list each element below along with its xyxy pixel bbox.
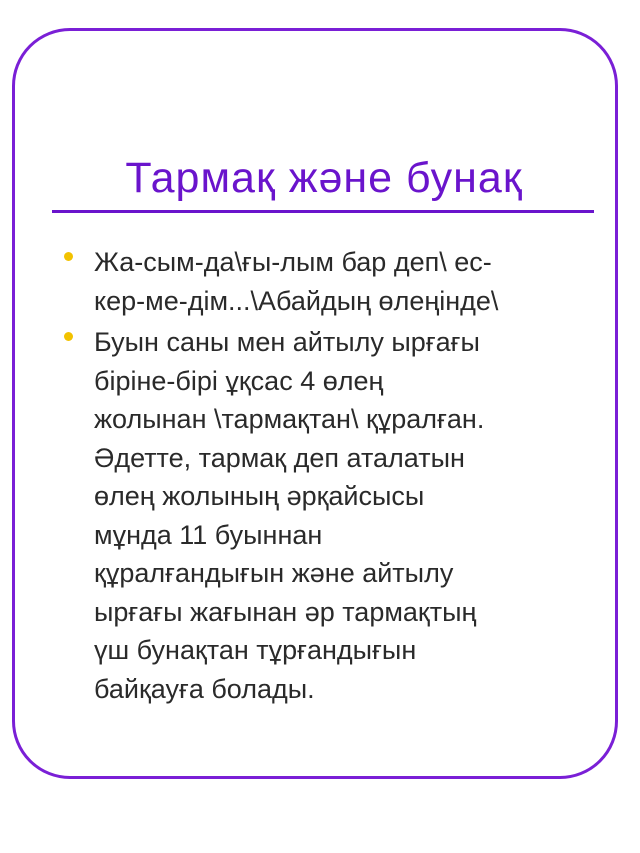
bullet-dot-icon — [64, 252, 73, 261]
bullet-line: үш бунақтан тұрғандығын — [94, 635, 417, 665]
bullet-line: біріне-бірі ұқсас 4 өлең — [94, 365, 384, 396]
bullet-line: мұнда 11 буыннан — [94, 519, 323, 550]
bullet-list — [58, 243, 578, 711]
bullet-line: Әдетте, тармақ деп аталатын — [94, 442, 465, 473]
bullet-line: жолынан \тармақтан\ құралған. — [94, 404, 485, 434]
bullet-dot-icon — [64, 332, 73, 341]
slide-title: Тармақ және бунақ — [125, 154, 523, 202]
bullet-line: ырғағы жағынан әр тармақтың — [94, 596, 477, 627]
bullet-line: өлең жолының әрқайсысы — [94, 481, 425, 511]
bullet-item-1 — [58, 243, 578, 320]
bullet-item-2 — [58, 323, 578, 708]
bullet-line: байқауға болады. — [94, 673, 315, 704]
title-underline — [52, 210, 594, 213]
bullet-line: Жа-сым-да\ғы-лым бар деп\ ес- — [94, 247, 492, 277]
bullet-line: құралғандығын және айтылу — [94, 558, 454, 588]
bullet-line: Буын саны мен айтылу ырғағы — [94, 327, 480, 357]
bullet-line: кер-ме-дім...\Абайдың өлеңінде\ — [94, 285, 499, 316]
